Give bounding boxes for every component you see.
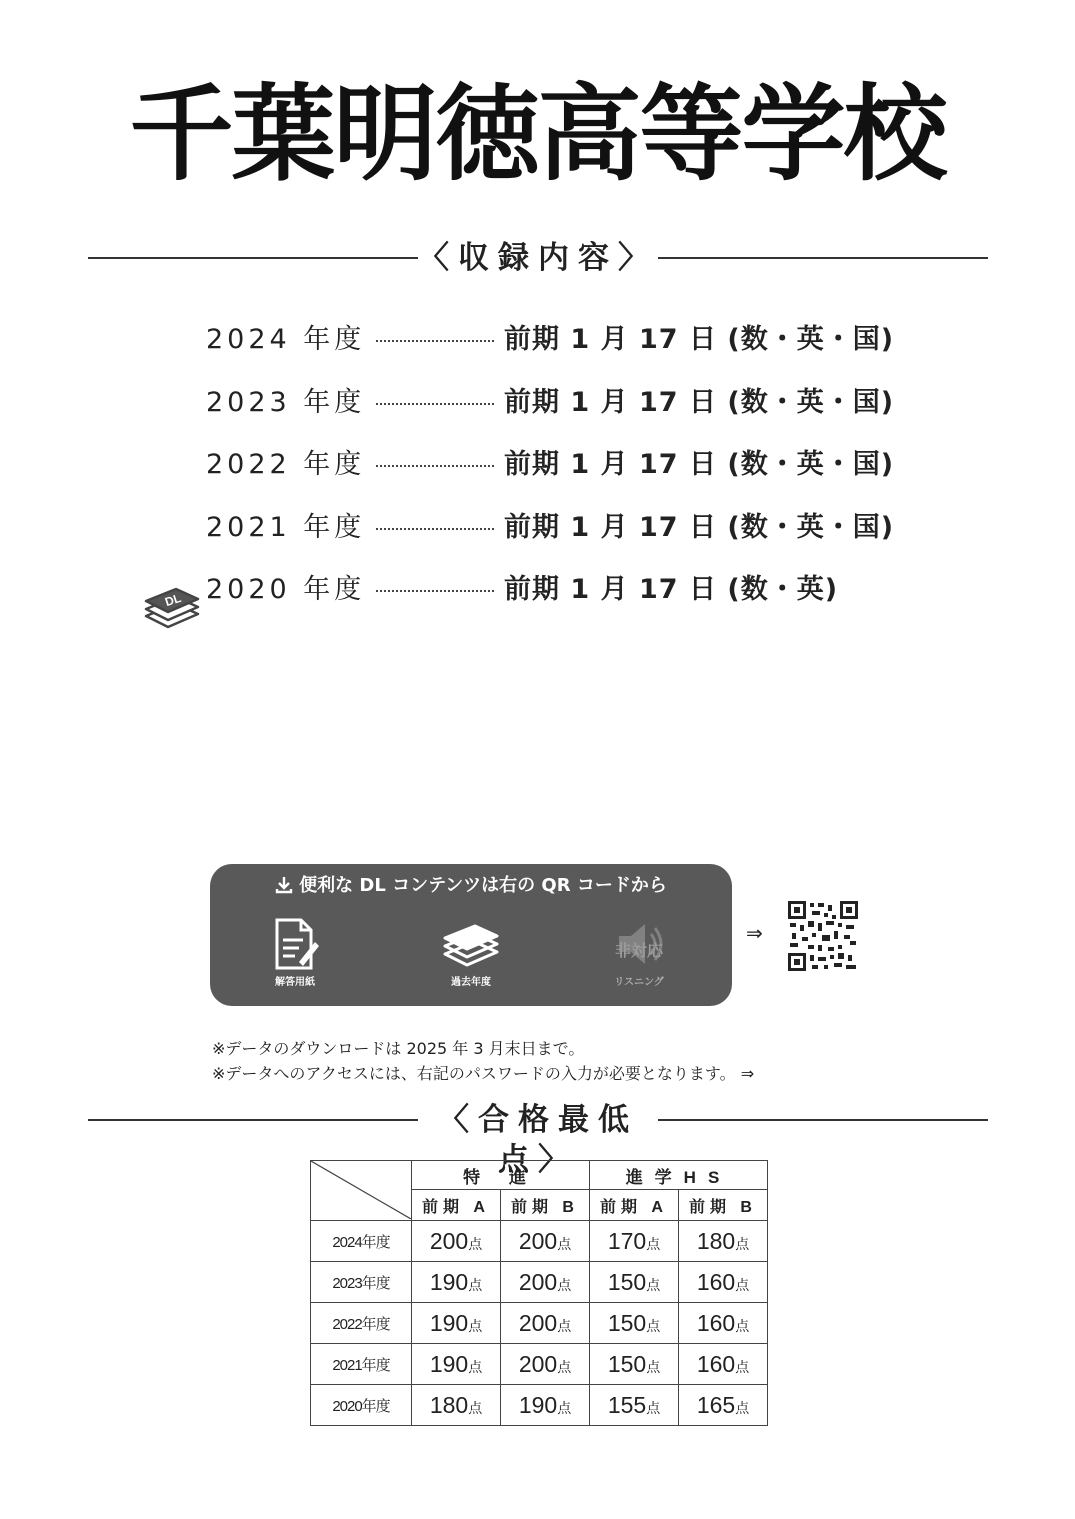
dl-books-icon — [140, 580, 202, 632]
group-header-tokushin: 特 進 — [412, 1161, 590, 1190]
banner-headline-text: 便利な DL コンテンツは右の QR コードから — [299, 875, 667, 896]
download-notes — [212, 1036, 912, 1086]
contents-year: 2023 年度 — [206, 386, 366, 418]
table-row — [311, 1221, 768, 1262]
contents-exam: 前期 1 月 17 日 (数・英・国) — [504, 386, 895, 418]
table-row — [311, 1344, 768, 1385]
row-year: 2022年度 — [311, 1303, 412, 1344]
score-cell: 180点 — [412, 1385, 501, 1426]
answer-sheet-item[interactable] — [240, 916, 350, 996]
row-year: 2020年度 — [311, 1385, 412, 1426]
contents-row — [206, 381, 906, 444]
score-cell: 150点 — [590, 1344, 679, 1385]
contents-exam: 前期 1 月 17 日 (数・英・国) — [504, 449, 895, 480]
contents-year: 2022 年度 — [206, 449, 366, 480]
listening-item — [584, 916, 694, 996]
score-cell: 190点 — [412, 1262, 501, 1303]
dot-leader — [376, 403, 494, 405]
score-cell: 170点 — [590, 1221, 679, 1262]
qr-arrow: ⇒ — [746, 921, 763, 945]
banner-headline — [210, 874, 732, 898]
score-heading-label: 〈合格最低点〉 — [438, 1102, 638, 1178]
note-password: ※データへのアクセスには、右記のパスワードの入力が必要となります。 ⇒ — [212, 1064, 755, 1083]
contents-exam: 前期 1 月 17 日 (数・英・国) — [504, 511, 895, 543]
contents-row — [206, 568, 906, 631]
note-deadline: ※データのダウンロードは 2025 年 3 月末日まで。 — [212, 1039, 585, 1058]
answer-sheet-caption: 解答用紙 — [275, 977, 315, 988]
dl-content-banner — [210, 864, 732, 1006]
sub-header: 前期 B — [501, 1190, 590, 1221]
score-cell: 200点 — [501, 1303, 590, 1344]
heading-rule-right — [658, 1119, 988, 1121]
table-row — [311, 1262, 768, 1303]
score-cell: 160点 — [679, 1303, 768, 1344]
score-cell: 190点 — [501, 1385, 590, 1426]
score-cell: 180点 — [679, 1221, 768, 1262]
passing-score-table — [310, 1160, 768, 1426]
contents-year: 2021 年度 — [206, 511, 366, 543]
contents-exam: 前期 1 月 17 日 (数・英・国) — [504, 324, 895, 355]
dot-leader — [376, 465, 494, 467]
contents-heading-label: 〈収録内容〉 — [418, 240, 658, 276]
score-cell: 150点 — [590, 1303, 679, 1344]
score-cell: 200点 — [412, 1221, 501, 1262]
past-years-item[interactable] — [416, 916, 526, 996]
past-years-caption: 過去年度 — [451, 977, 491, 988]
heading-rule-right — [658, 257, 988, 259]
score-cell: 190点 — [412, 1303, 501, 1344]
contents-year: 2024 年度 — [206, 324, 366, 355]
contents-year: 2020 年度 — [206, 574, 366, 605]
contents-heading — [88, 238, 988, 278]
table-row — [311, 1303, 768, 1344]
score-cell: 150点 — [590, 1262, 679, 1303]
contents-row — [206, 506, 906, 569]
row-year: 2024年度 — [311, 1221, 412, 1262]
sub-header: 前期 A — [590, 1190, 679, 1221]
heading-rule-left — [88, 1119, 418, 1121]
table-corner-cell — [311, 1161, 412, 1221]
books-icon — [441, 916, 501, 972]
contents-row — [206, 318, 906, 381]
contents-exam: 前期 1 月 17 日 (数・英) — [504, 574, 839, 605]
heading-rule-left — [88, 257, 418, 259]
group-header-shingaku-hs: 進学HS — [590, 1161, 768, 1190]
listening-unsupported-badge: 非対応 — [614, 941, 663, 960]
score-cell: 200点 — [501, 1221, 590, 1262]
contents-list — [206, 318, 906, 631]
dot-leader — [376, 528, 494, 530]
table-row — [311, 1385, 768, 1426]
qr-code[interactable] — [788, 901, 858, 971]
listening-caption: リスニング — [614, 977, 664, 988]
dot-leader — [376, 590, 494, 592]
score-cell: 160点 — [679, 1262, 768, 1303]
download-icon — [275, 876, 293, 894]
score-cell: 200点 — [501, 1262, 590, 1303]
dl-badge-text: DL — [163, 590, 183, 610]
score-cell: 165点 — [679, 1385, 768, 1426]
score-cell: 160点 — [679, 1344, 768, 1385]
sub-header: 前期 B — [679, 1190, 768, 1221]
score-cell: 155点 — [590, 1385, 679, 1426]
school-title: 千葉明徳高等学校 — [129, 73, 946, 195]
sub-header: 前期 A — [412, 1190, 501, 1221]
answer-sheet-icon — [269, 916, 321, 972]
dot-leader — [376, 340, 494, 342]
score-cell: 200点 — [501, 1344, 590, 1385]
row-year: 2021年度 — [311, 1344, 412, 1385]
score-cell: 190点 — [412, 1344, 501, 1385]
corner-diagonal — [311, 1161, 411, 1219]
row-year: 2023年度 — [311, 1262, 412, 1303]
contents-row — [206, 443, 906, 506]
